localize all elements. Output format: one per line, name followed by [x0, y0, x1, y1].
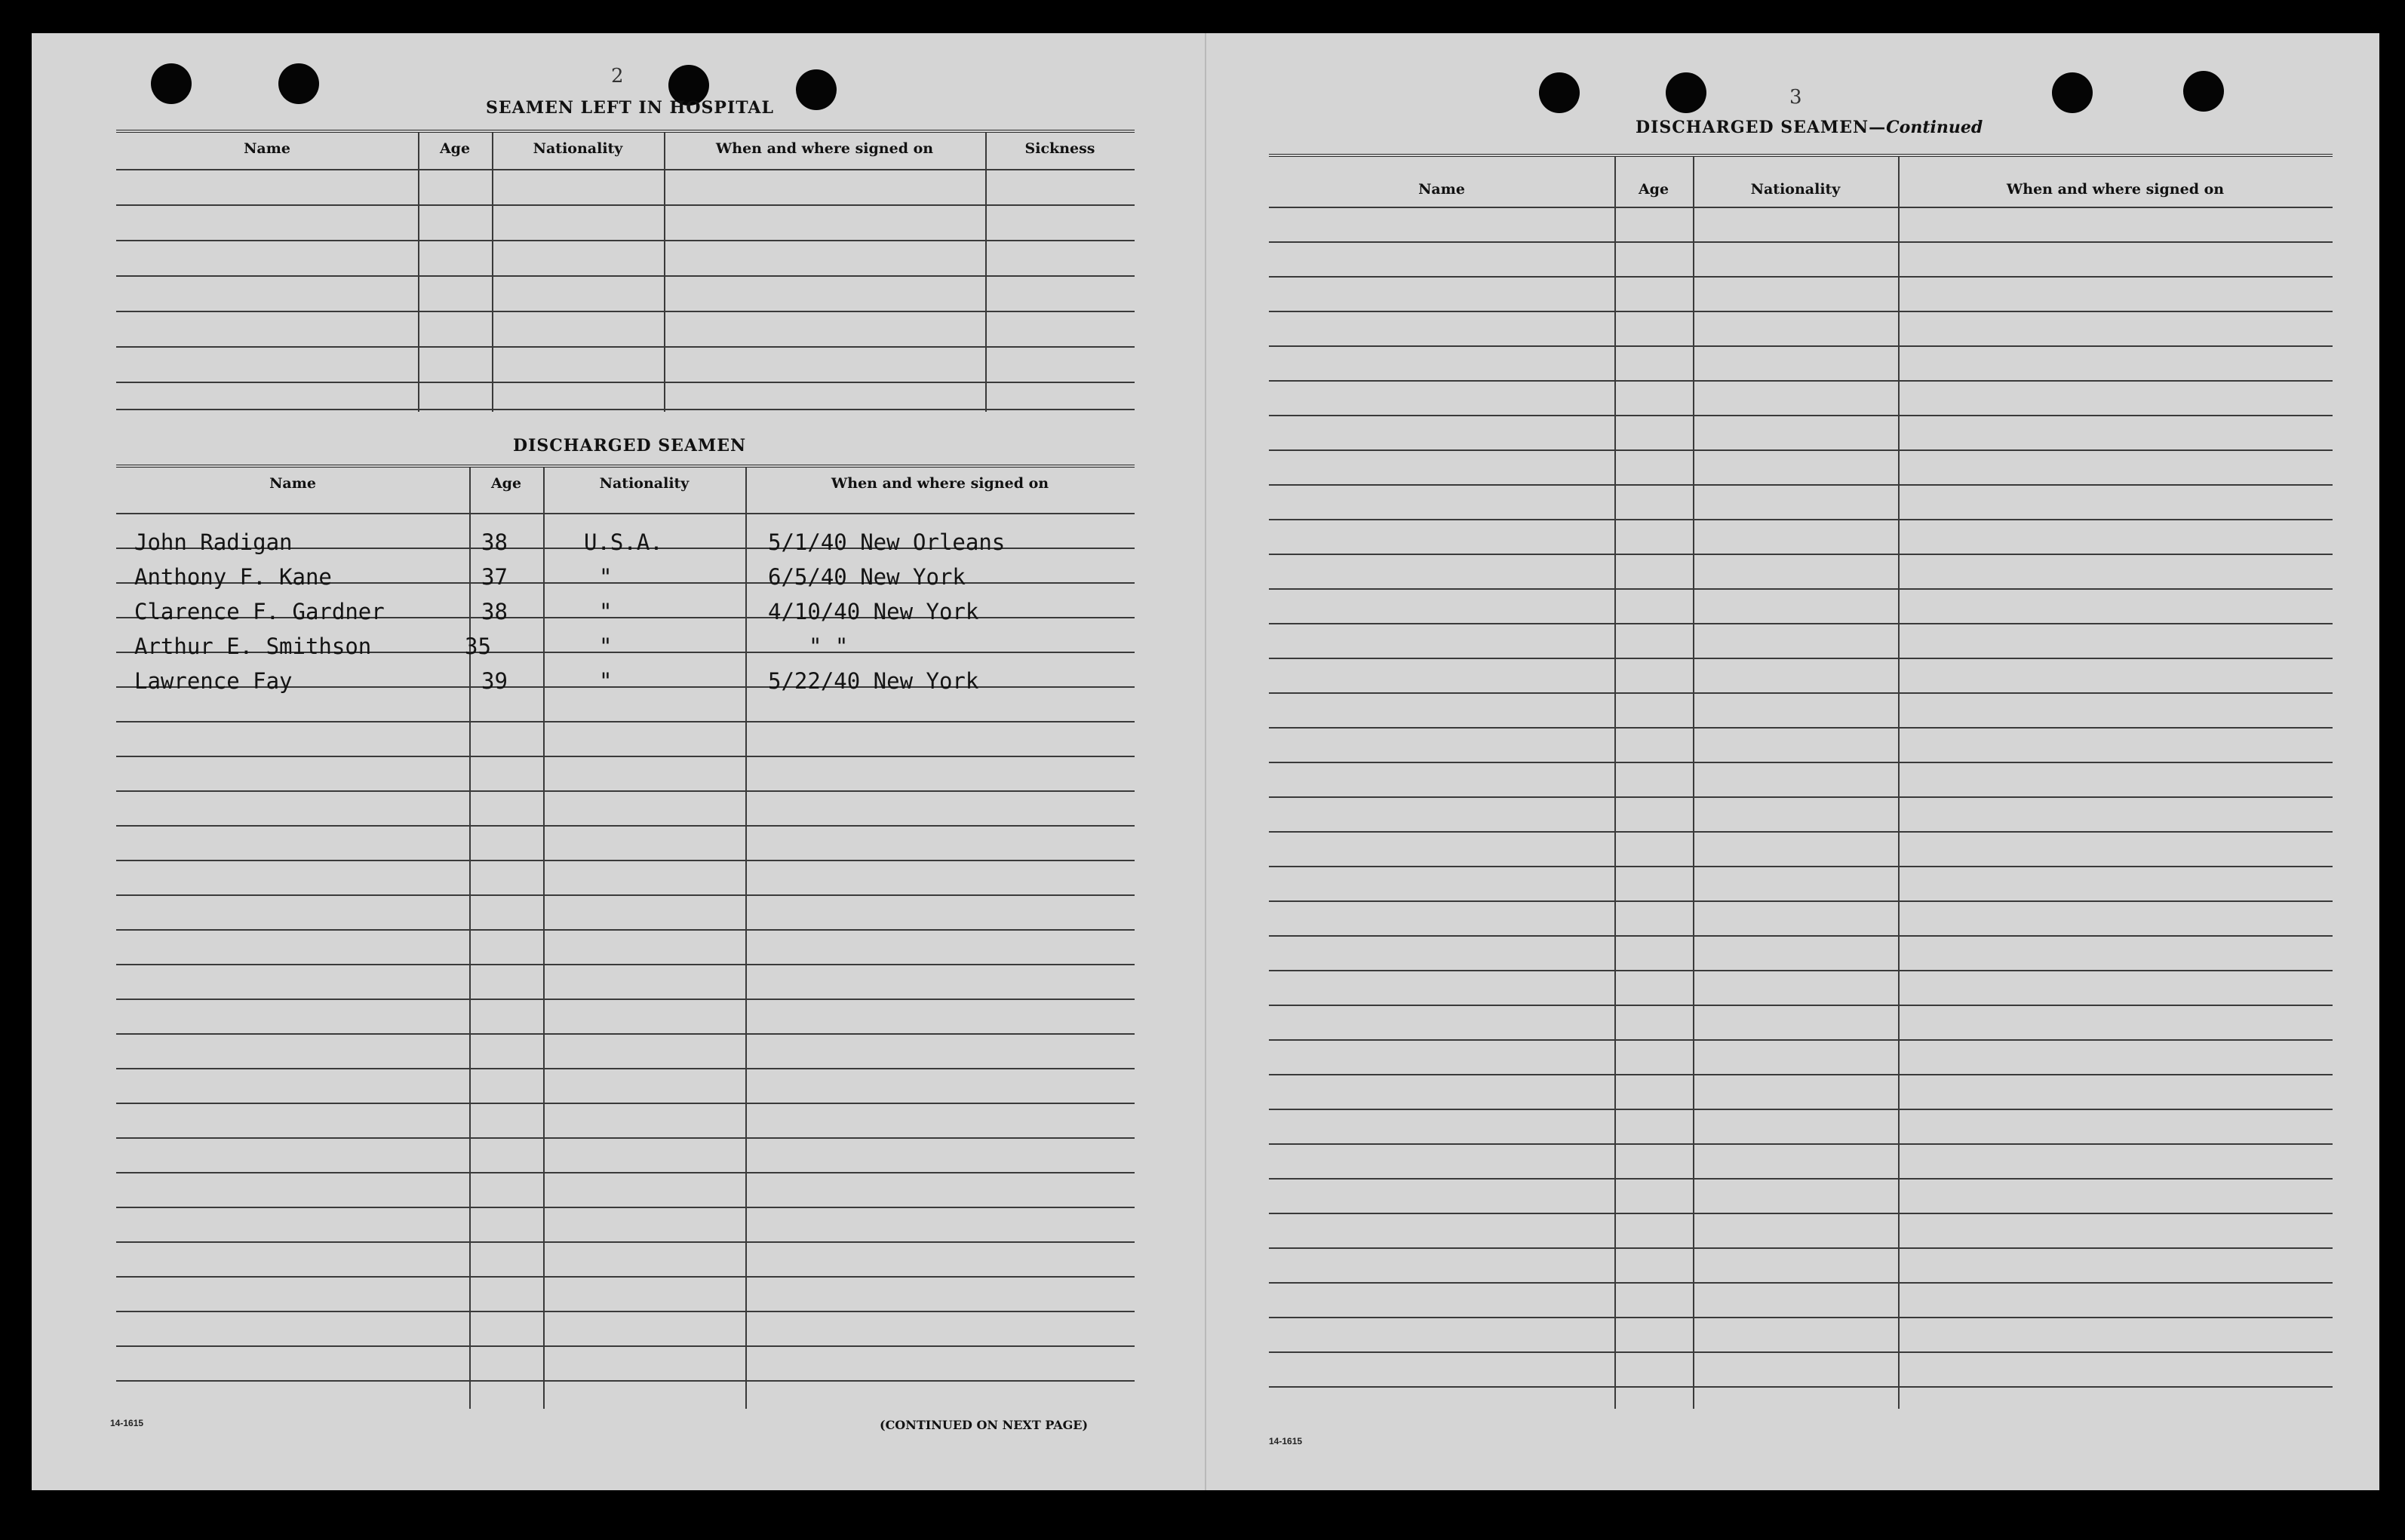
discharged-col-signed-on: When and where signed on	[831, 475, 1049, 492]
row-rule	[1269, 588, 2333, 590]
left-page-number: 2	[611, 65, 624, 87]
discharged-col-nationality: Nationality	[599, 475, 690, 492]
punch-hole	[151, 63, 192, 104]
row-rule	[1269, 796, 2333, 798]
row-rule	[116, 1068, 1135, 1069]
row-rule	[116, 1276, 1135, 1278]
seaman-name: Lawrence Fay	[134, 668, 293, 694]
row-rule	[116, 929, 1135, 931]
row-rule	[116, 1137, 1135, 1139]
row-rule	[116, 999, 1135, 1000]
row-rule	[116, 1172, 1135, 1173]
row-rule	[1269, 658, 2333, 659]
row-rule	[1269, 1178, 2333, 1180]
seaman-name: Arthur E. Smithson	[134, 633, 372, 659]
column-rule	[985, 133, 987, 412]
column-rule	[745, 468, 747, 1409]
seaman-signed-on: 5/1/40 New Orleans	[768, 529, 1006, 555]
row-rule	[1269, 1005, 2333, 1006]
punch-hole	[278, 63, 319, 104]
right-title-main: DISCHARGED SEAMEN	[1636, 118, 1869, 137]
seaman-name: Clarence F. Gardner	[134, 599, 385, 624]
discharged-col-name: Name	[269, 475, 316, 492]
row-rule	[1269, 623, 2333, 624]
hospital-col-name: Name	[244, 140, 290, 157]
row-rule	[1269, 415, 2333, 416]
seaman-signed-on: 6/5/40 New York	[768, 564, 966, 590]
row-rule	[116, 825, 1135, 827]
row-rule	[116, 1311, 1135, 1312]
punch-hole	[2183, 71, 2224, 112]
continued-col-age: Age	[1638, 181, 1669, 198]
row-rule	[116, 1380, 1135, 1382]
continued-col-nationality: Nationality	[1750, 181, 1841, 198]
seaman-nationality: "	[599, 599, 613, 624]
row-rule	[116, 1241, 1135, 1243]
seaman-age: 38	[481, 529, 508, 555]
right-form-number: 14-1615	[1269, 1436, 1303, 1446]
title-dash: —	[1869, 118, 1887, 137]
row-rule	[1269, 831, 2333, 833]
row-rule	[1269, 935, 2333, 937]
row-rule	[116, 860, 1135, 861]
row-rule	[116, 1103, 1135, 1104]
hospital-section-title: SEAMEN LEFT IN HOSPITAL	[486, 98, 774, 118]
row-rule	[1269, 449, 2333, 451]
discharged-col-age: Age	[490, 475, 522, 492]
seaman-signed-on: " "	[809, 633, 849, 659]
seaman-name: Anthony F. Kane	[134, 564, 332, 590]
row-rule	[116, 275, 1135, 277]
row-rule	[1269, 900, 2333, 902]
page-fold	[1205, 33, 1206, 1490]
column-rule	[664, 133, 665, 412]
row-rule	[116, 382, 1135, 383]
hospital-table	[116, 130, 1135, 412]
row-rule	[1269, 1213, 2333, 1214]
seaman-nationality: "	[599, 668, 613, 694]
seaman-signed-on: 5/22/40 New York	[768, 668, 979, 694]
row-rule	[116, 964, 1135, 965]
punch-hole	[796, 69, 837, 110]
right-section-title	[1636, 118, 1983, 137]
row-rule	[1269, 311, 2333, 312]
column-rule	[492, 133, 493, 412]
punch-hole	[1539, 72, 1580, 113]
row-rule	[1269, 1074, 2333, 1075]
row-rule	[1269, 241, 2333, 243]
row-rule	[116, 790, 1135, 792]
discharged-section-title: DISCHARGED SEAMEN	[513, 436, 747, 456]
row-rule	[1269, 1282, 2333, 1284]
row-rule	[1269, 380, 2333, 382]
hospital-col-age: Age	[439, 140, 471, 157]
document-sheet	[32, 33, 2379, 1490]
seaman-nationality: U.S.A.	[584, 529, 663, 555]
column-rule	[1693, 157, 1694, 1409]
continued-col-name: Name	[1418, 181, 1465, 198]
seaman-age: 35	[465, 633, 491, 659]
seaman-name: John Radigan	[134, 529, 293, 555]
column-rule	[543, 468, 545, 1409]
seaman-nationality: "	[599, 564, 613, 590]
discharged-table	[116, 465, 1135, 1409]
seaman-signed-on: 4/10/40 New York	[768, 599, 979, 624]
row-rule	[116, 513, 1135, 514]
hospital-col-nationality: Nationality	[533, 140, 623, 157]
column-rule	[1898, 157, 1900, 1409]
row-rule	[1269, 866, 2333, 867]
row-rule	[116, 204, 1135, 206]
row-rule	[116, 894, 1135, 896]
seaman-age: 39	[481, 668, 508, 694]
row-rule	[1269, 345, 2333, 347]
left-form-number: 14-1615	[110, 1418, 144, 1428]
row-rule	[116, 346, 1135, 348]
row-rule	[1269, 692, 2333, 694]
row-rule	[116, 1207, 1135, 1208]
row-rule	[1269, 519, 2333, 520]
row-rule	[116, 1033, 1135, 1035]
continued-note: (CONTINUED ON NEXT PAGE)	[880, 1418, 1089, 1432]
column-rule	[469, 468, 471, 1409]
row-rule	[1269, 970, 2333, 971]
bottom-rule	[116, 409, 1135, 410]
row-rule	[1269, 1039, 2333, 1041]
row-rule	[1269, 1247, 2333, 1249]
row-rule	[1269, 1317, 2333, 1318]
right-title-suffix: Continued	[1886, 118, 1983, 137]
row-rule	[116, 721, 1135, 722]
row-rule	[1269, 1109, 2333, 1110]
column-rule	[1614, 157, 1616, 1409]
continued-col-signed-on: When and where signed on	[2006, 181, 2225, 198]
header-rule	[116, 169, 1135, 170]
row-rule	[1269, 1351, 2333, 1353]
row-rule	[116, 240, 1135, 241]
row-rule	[1269, 484, 2333, 486]
right-page-number: 3	[1789, 86, 1802, 109]
row-rule	[1269, 207, 2333, 208]
seaman-age: 38	[481, 599, 508, 624]
punch-hole	[1666, 72, 1706, 113]
row-rule	[116, 311, 1135, 312]
continued-table	[1269, 154, 2333, 1409]
row-rule	[1269, 727, 2333, 729]
hospital-col-signed-on: When and where signed on	[715, 140, 934, 157]
row-rule	[1269, 276, 2333, 278]
seaman-nationality: "	[599, 633, 613, 659]
punch-hole	[2052, 72, 2093, 113]
row-rule	[116, 1345, 1135, 1347]
row-rule	[1269, 1143, 2333, 1145]
row-rule	[1269, 1386, 2333, 1388]
row-rule	[116, 756, 1135, 757]
seaman-age: 37	[481, 564, 508, 590]
row-rule	[1269, 554, 2333, 555]
hospital-col-sickness: Sickness	[1024, 140, 1095, 157]
row-rule	[1269, 762, 2333, 763]
column-rule	[418, 133, 419, 412]
